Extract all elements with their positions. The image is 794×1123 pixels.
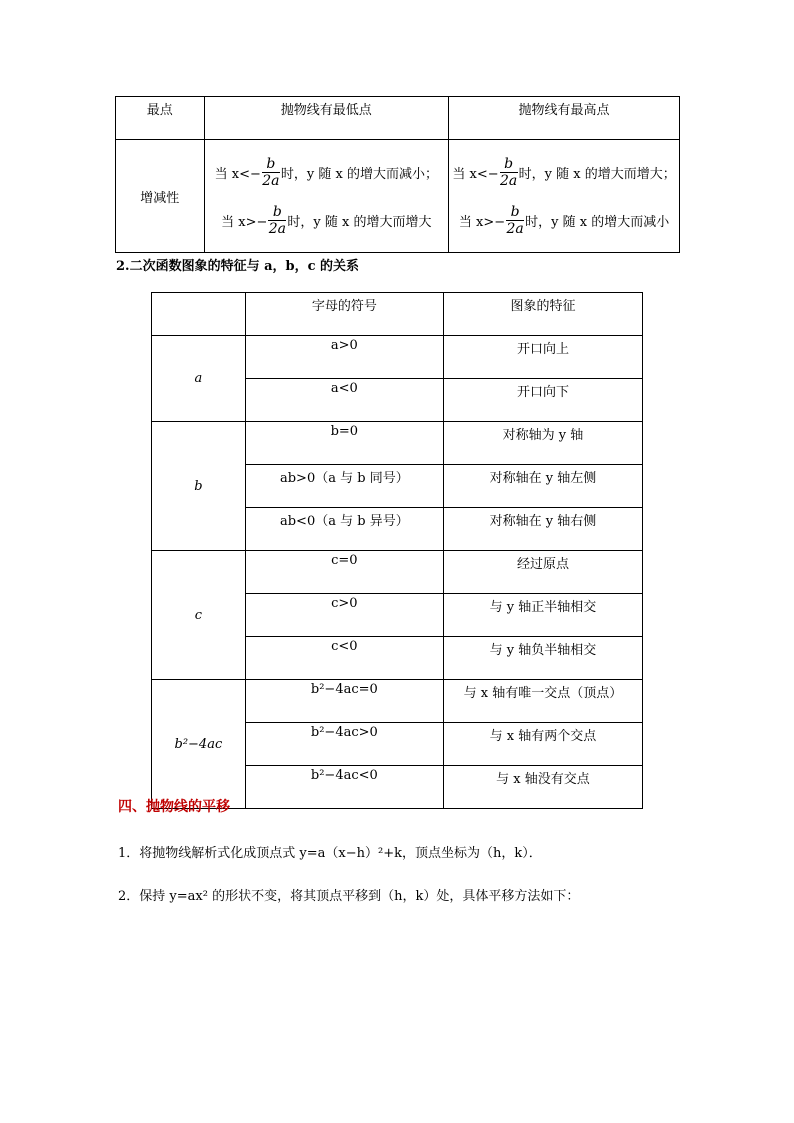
sign-cell: c=0	[245, 551, 443, 594]
row-label-monotonicity: 增减性	[116, 140, 205, 253]
fraction-b-over-2a: $\frac{b}{2a}$	[506, 203, 524, 237]
sign-cell: c>0	[245, 594, 443, 637]
sign-cell: ab>0（a 与 b 同号）	[245, 465, 443, 508]
table-row	[152, 422, 643, 465]
feature-cell: 与 x 轴有两个交点	[443, 723, 642, 766]
group-label: a	[152, 336, 246, 422]
group-label: c	[152, 551, 246, 680]
table-row	[116, 140, 680, 253]
cell-monotonicity-a-negative	[449, 140, 680, 253]
cell-highest-point: 抛物线有最高点	[449, 97, 680, 140]
section-heading-2: 2.二次函数图象的特征与 a，b，c 的关系	[116, 259, 360, 274]
table-row	[152, 680, 643, 723]
feature-cell: 开口向下	[443, 379, 642, 422]
feature-cell: 对称轴在 y 轴右侧	[443, 508, 642, 551]
fraction-b-over-2a: $\frac{b}{2a}$	[500, 155, 518, 189]
group-label: b²−4ac	[152, 680, 246, 809]
sign-cell: c<0	[245, 637, 443, 680]
coefficient-feature-table	[151, 292, 643, 809]
vertex-monotonicity-table	[115, 96, 680, 253]
monotonic-line: 当 x<− $\frac{b}{2a}$ 时，y 随 x 的增大而增大；	[452, 155, 676, 189]
feature-cell: 开口向上	[443, 336, 642, 379]
header-sign: 字母的符号	[245, 293, 443, 336]
row-label-extreme: 最点	[116, 97, 205, 140]
feature-cell: 与 x 轴没有交点	[443, 766, 642, 809]
feature-cell: 经过原点	[443, 551, 642, 594]
sign-cell: b²−4ac<0	[245, 766, 443, 809]
table-row	[152, 336, 643, 379]
paragraph-translation: 2．保持 y=ax² 的形状不变，将其顶点平移到（h，k）处，具体平移方法如下：	[118, 889, 580, 904]
sign-cell: a<0	[245, 379, 443, 422]
sign-cell: b²−4ac=0	[245, 680, 443, 723]
feature-cell: 与 y 轴正半轴相交	[443, 594, 642, 637]
fraction-b-over-2a: $\frac{b}{2a}$	[268, 203, 287, 237]
table-header-row	[152, 293, 643, 336]
table-row	[116, 97, 680, 140]
feature-cell: 与 y 轴负半轴相交	[443, 637, 642, 680]
paragraph-vertex-form: 1．将抛物线解析式化成顶点式 y=a（x−h）²+k，顶点坐标为（h，k）．	[118, 846, 542, 861]
group-label: b	[152, 422, 246, 551]
monotonic-line: 当 x>− $\frac{b}{2a}$ 时，y 随 x 的增大而减小	[458, 203, 670, 237]
fraction-b-over-2a: $\frac{b}{2a}$	[262, 155, 280, 189]
feature-cell: 对称轴在 y 轴左侧	[443, 465, 642, 508]
header-empty-cell	[152, 293, 246, 336]
monotonic-line: 当 x>− $\frac{b}{2a}$ 时，y 随 x 的增大而增大	[221, 203, 432, 237]
cell-monotonicity-a-positive	[204, 140, 449, 253]
monotonic-line: 当 x<− $\frac{b}{2a}$ 时，y 随 x 的增大而减小；	[214, 155, 438, 189]
feature-cell: 对称轴为 y 轴	[443, 422, 642, 465]
sign-cell: b²−4ac>0	[245, 723, 443, 766]
sign-cell: ab<0（a 与 b 异号）	[245, 508, 443, 551]
feature-cell: 与 x 轴有唯一交点（顶点）	[443, 680, 642, 723]
section-heading-4: 四、抛物线的平移	[118, 799, 230, 815]
table-row	[152, 551, 643, 594]
table-body	[152, 293, 643, 809]
sign-cell: b=0	[245, 422, 443, 465]
cell-lowest-point: 抛物线有最低点	[204, 97, 449, 140]
header-feature: 图象的特征	[443, 293, 642, 336]
sign-cell: a>0	[245, 336, 443, 379]
